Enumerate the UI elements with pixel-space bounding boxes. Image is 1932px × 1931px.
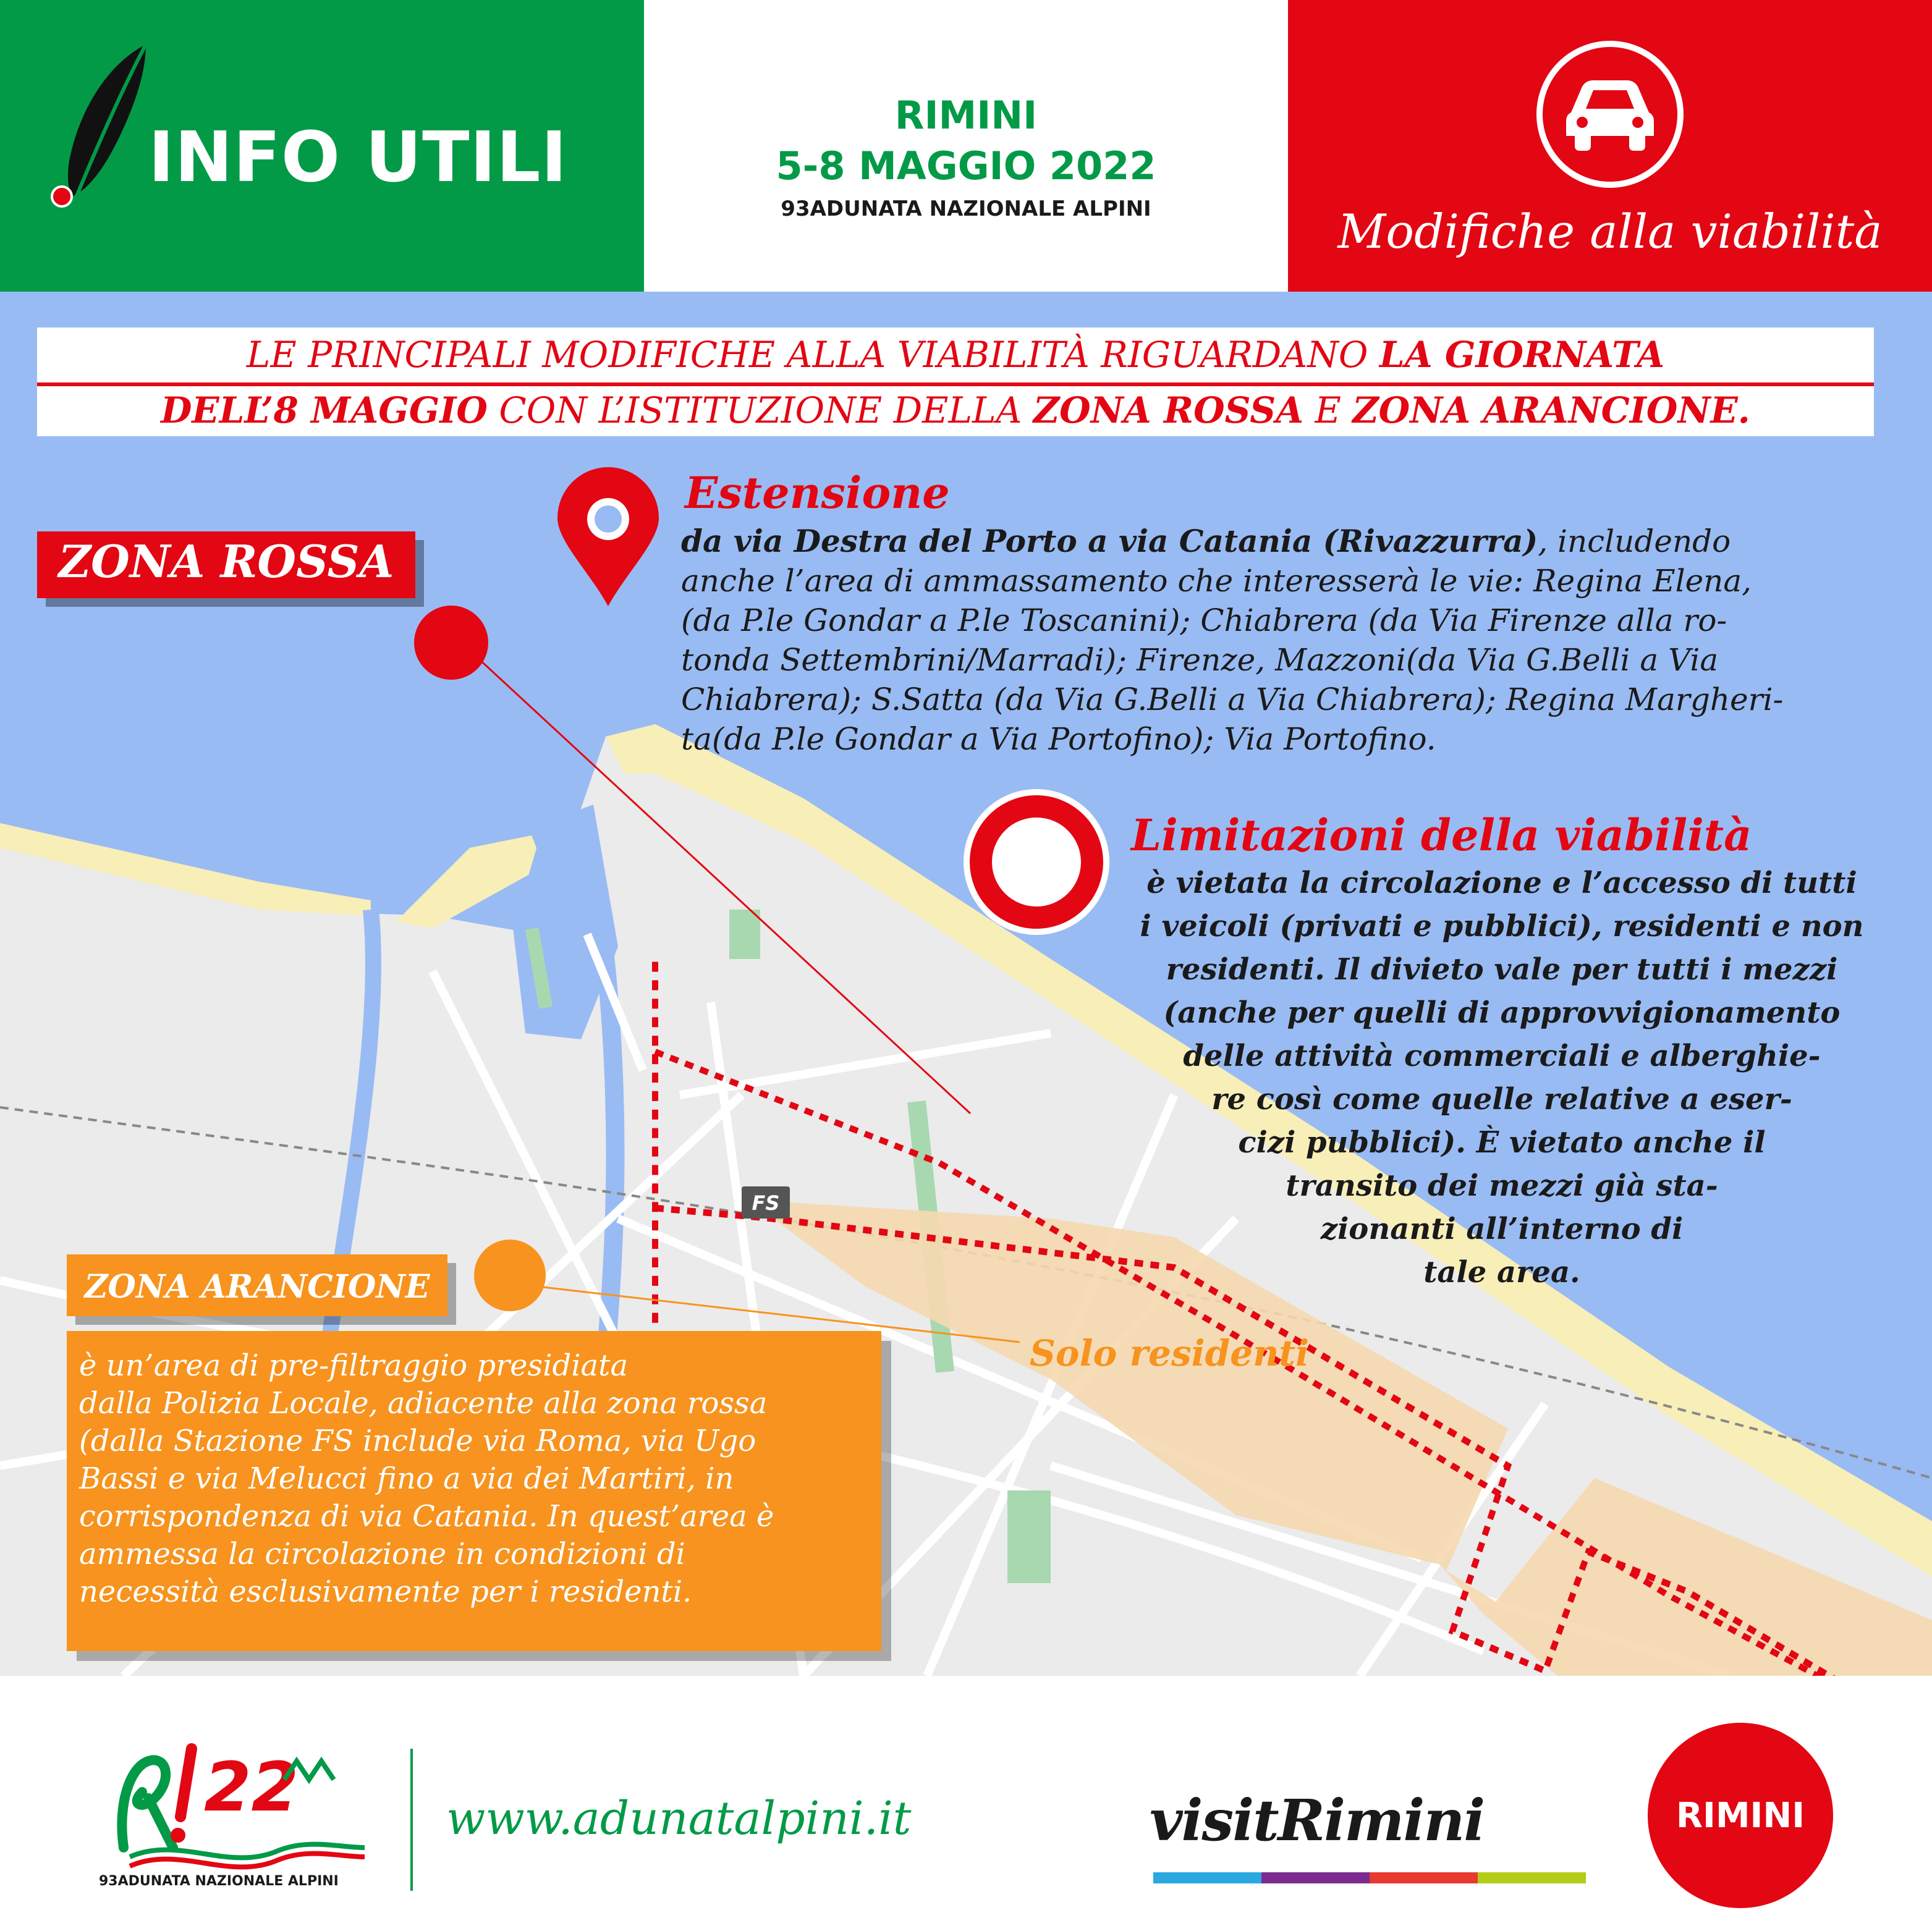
description-line: ammessa la circolazione in condizioni di bbox=[79, 1537, 685, 1571]
solo-residenti-label: Solo residenti bbox=[1030, 1332, 1310, 1374]
limits-line: delle attività commerciali e alberghie- bbox=[1183, 1039, 1821, 1073]
limits-title: Limitazioni della viabilità bbox=[1131, 809, 1752, 861]
visit-rimini-color-bar bbox=[1153, 1872, 1586, 1883]
limits-line: residenti. Il divieto vale per tutti i mezzi bbox=[1166, 952, 1838, 987]
zona-arancione-label: ZONA ARANCIONE bbox=[84, 1268, 430, 1306]
limits-line: re così come quelle relative a eser- bbox=[1211, 1082, 1792, 1117]
banner-line-1: LE PRINCIPALI MODIFICHE ALLA VIABILITÀ RIGUARDANO LA GIORNATA bbox=[246, 334, 1665, 376]
limits-line: (anche per quelli di approvvigionamento bbox=[1163, 995, 1841, 1030]
footer-divider bbox=[410, 1749, 413, 1891]
limits-line: cizi pubblici). È vietato anche il bbox=[1238, 1125, 1766, 1160]
zona-rossa-label: ZONA ROSSA bbox=[58, 535, 394, 588]
banner-line-2: DELL’8 MAGGIO CON L’ISTITUZIONE DELLA ZONA ROSSA E ZONA ARANCIONE. bbox=[161, 389, 1750, 431]
station-label: FS bbox=[752, 1191, 780, 1215]
limits-line: è vietata la circolazione e l’accesso di tutti bbox=[1146, 866, 1857, 900]
limits-line: zionanti all’interno di bbox=[1320, 1212, 1684, 1246]
extension-line: anche l’area di ammassamento che interesserà le vie: Regina Elena, bbox=[681, 563, 1752, 599]
traffic-caption: Modifiche alla viabilità bbox=[1337, 204, 1883, 259]
description-line: (dalla Stazione FS include via Roma, via Ugo bbox=[79, 1424, 756, 1458]
event-dates: 5-8 MAGGIO 2022 bbox=[776, 143, 1156, 188]
description-line: necessità esclusivamente per i residenti. bbox=[79, 1574, 692, 1609]
extension-line: (da P.le Gondar a P.le Toscanini); Chiabrera (da Via Firenze alla ro- bbox=[681, 602, 1727, 638]
extension-line: ta(da P.le Gondar a Via Portofino); Via Portofino. bbox=[681, 721, 1436, 757]
extension-line: tonda Settembrini/Marradi); Firenze, Mazzoni(da Via G.Belli a Via bbox=[681, 642, 1719, 678]
rimini-city-logo-text: RIMINI bbox=[1676, 1796, 1805, 1836]
header-title: INFO UTILI bbox=[148, 117, 568, 198]
extension-line: Chiabrera); S.Satta (da Via G.Belli a Via Chiabrera); Regina Margheri- bbox=[681, 682, 1784, 717]
extension-title: Estensione bbox=[685, 467, 950, 518]
limits-text bbox=[1106, 861, 1897, 1294]
event-city: RIMINI bbox=[894, 93, 1038, 138]
description-line: è un’area di pre-filtraggio presidiata bbox=[79, 1348, 629, 1383]
location-pin-icon bbox=[553, 467, 664, 609]
limits-line: transito dei mezzi già sta- bbox=[1286, 1168, 1718, 1203]
adunata-logo bbox=[105, 1724, 377, 1872]
banner-rule bbox=[37, 382, 1874, 386]
description-line: corrispondenza di via Catania. In quest’area è bbox=[79, 1499, 774, 1534]
zona-arancione-description bbox=[79, 1347, 870, 1611]
logo-number: 22 bbox=[204, 1747, 299, 1827]
feather-icon bbox=[37, 37, 161, 216]
car-icon bbox=[1533, 37, 1687, 192]
no-entry-sign-icon bbox=[959, 785, 1114, 939]
limits-line: tale area. bbox=[1423, 1255, 1580, 1290]
logo-subtitle: 93ADUNATA NAZIONALE ALPINI bbox=[99, 1874, 339, 1889]
website-link[interactable]: www.adunatalpini.it bbox=[446, 1792, 912, 1845]
extension-line: da via Destra del Porto a via Catania (Rivazzurra), includendo bbox=[681, 523, 1731, 559]
limits-line: i veicoli (privati e pubblici), residenti e non bbox=[1140, 909, 1864, 944]
extension-text bbox=[681, 522, 1880, 759]
description-line: dalla Polizia Locale, adiacente alla zona rossa bbox=[79, 1386, 768, 1421]
description-line: Bassi e via Melucci fino a via dei Martiri, in bbox=[79, 1461, 734, 1496]
event-subtitle: 93ADUNATA NAZIONALE ALPINI bbox=[781, 196, 1151, 221]
visit-rimini-logo: visitRimini bbox=[1150, 1787, 1485, 1854]
